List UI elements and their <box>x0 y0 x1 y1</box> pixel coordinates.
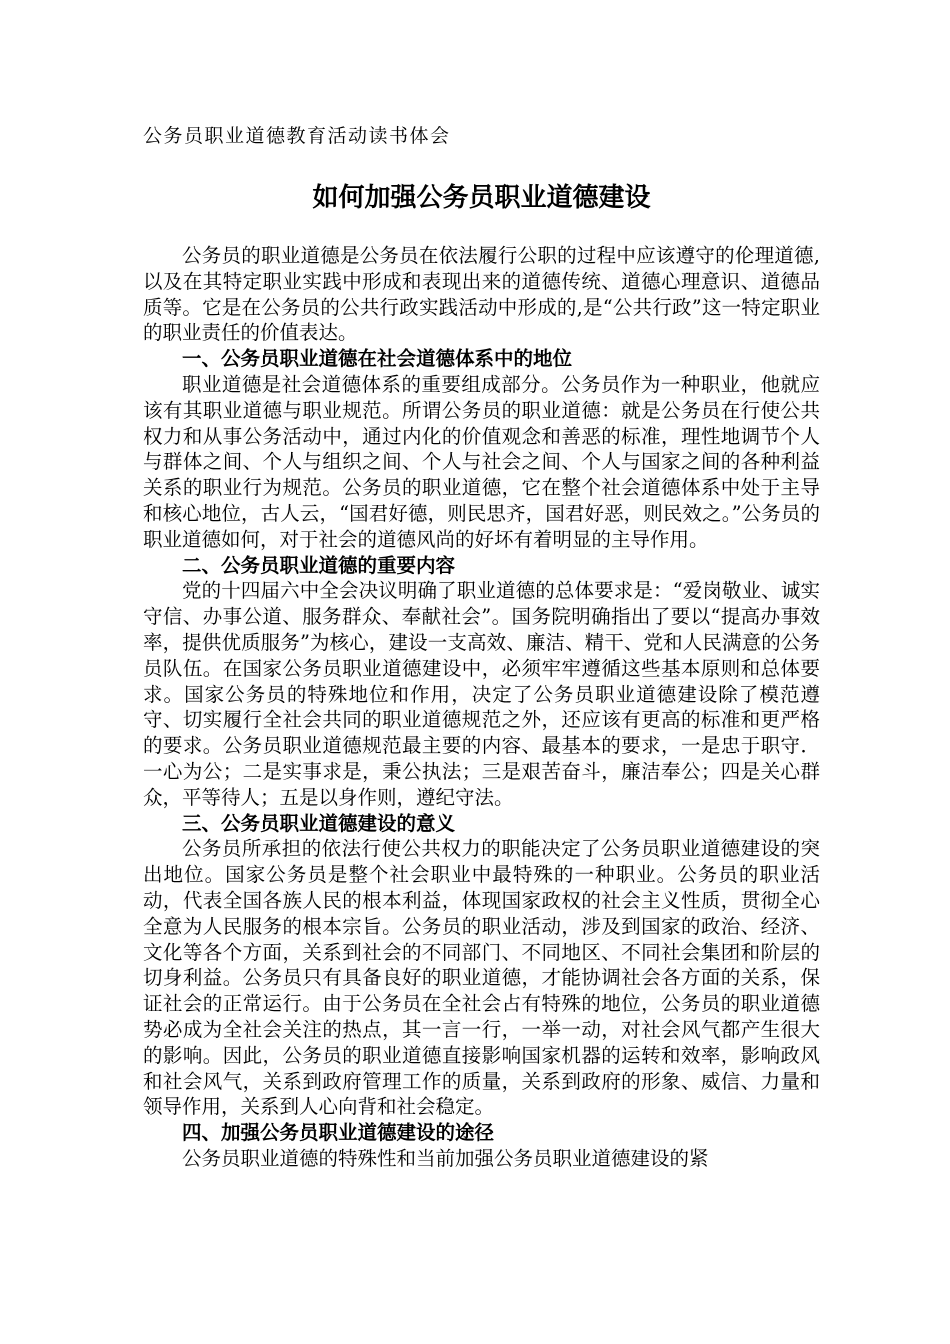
section-4-paragraph: 公务员职业道德的特殊性和当前加强公务员职业道德建设的紧 <box>182 1146 709 1170</box>
section-2-heading: 二、公务员职业道德的重要内容 <box>182 553 456 577</box>
section-3-heading: 三、公务员职业道德建设的意义 <box>182 811 456 835</box>
intro-paragraph: 公务员的职业道德是公务员在依法履行公职的过程中应该遵守的伦理道德,以及在其特定职业实践中形成和表现出来的道德传统、道德心理意识、道德品质等。它是在公务员的公共行政实践活动中形成的,是“公共行政”这一特定职业的职业责任的价值表达。 <box>143 244 820 345</box>
document-body <box>143 243 820 1172</box>
section-1-paragraph: 职业道德是社会道德体系的重要组成部分。公务员作为一种职业，他就应该有其职业道德与职业规范。所谓公务员的职业道德：就是公务员在行使公共权力和从事公务活动中，通过内化的价值观念和善恶的标准，理性地调节个人与群体之间、个人与组织之间、个人与社会之间、个人与国家之间的各种利益关系的职业行为规范。公务员的职业道德，它在整个社会道德体系中处于主导和核心地位，古人云，“国君好德，则民思齐，国君好恶，则民效之。”公务员的职业道德如何，对于社会的道德风尚的好坏有着明显的主导作用。 <box>143 372 820 551</box>
section-2-paragraph: 党的十四届六中全会决议明确了职业道德的总体要求是：“爱岗敬业、诚实守信、办事公道、服务群众、奉献社会”。国务院明确指出了要以“提高办事效率，提供优质服务”为核心，建设一支高效、廉洁、精干、党和人民满意的公务员队伍。在国家公务员职业道德建设中，必须牢牢遵循这些基本原则和总体要求。国家公务员的特殊地位和作用，决定了公务员职业道德建设除了模范遵守、切实履行全社会共同的职业道德规范之外，还应该有更高的标准和更严格的要求。公务员职业道德规范最主要的内容、最基本的要求，一是忠于职守．一心为公；二是实事求是，秉公执法；三是艰苦奋斗，廉洁奉公；四是关心群众，平等待人；五是以身作则，遵纪守法。 <box>143 579 820 809</box>
section-1-heading: 一、公务员职业道德在社会道德体系中的地位 <box>182 347 573 371</box>
document-header: 公务员职业道德教育活动读书体会 <box>143 125 451 147</box>
document-title: 如何加强公务员职业道德建设 <box>312 183 651 213</box>
section-4-heading: 四、加强公务员职业道德建设的途径 <box>182 1121 495 1145</box>
section-3-paragraph: 公务员所承担的依法行使公共权力的职能决定了公务员职业道德建设的突出地位。国家公务员是整个社会职业中最特殊的一种职业。公务员的职业活动，代表全国各族人民的根本利益，体现国家政权的社会主义性质，贯彻全心全意为人民服务的根本宗旨。公务员的职业活动，涉及到国家的政治、经济、文化等各个方面，关系到社会的不同部门、不同地区、不同社会集团和阶层的切身利益。公务员只有具备良好的职业道德，才能协调社会各方面的关系，保证社会的正常运行。由于公务员在全社会占有特殊的地位，公务员的职业道德势必成为全社会关注的热点，其一言一行，一举一动，对社会风气都产生很大的影响。因此，公务员的职业道德直接影响国家机器的运转和效率，影响政风和社会风气，关系到政府管理工作的质量，关系到政府的形象、威信、力量和领导作用，关系到人心向背和社会稳定。 <box>143 837 820 1119</box>
